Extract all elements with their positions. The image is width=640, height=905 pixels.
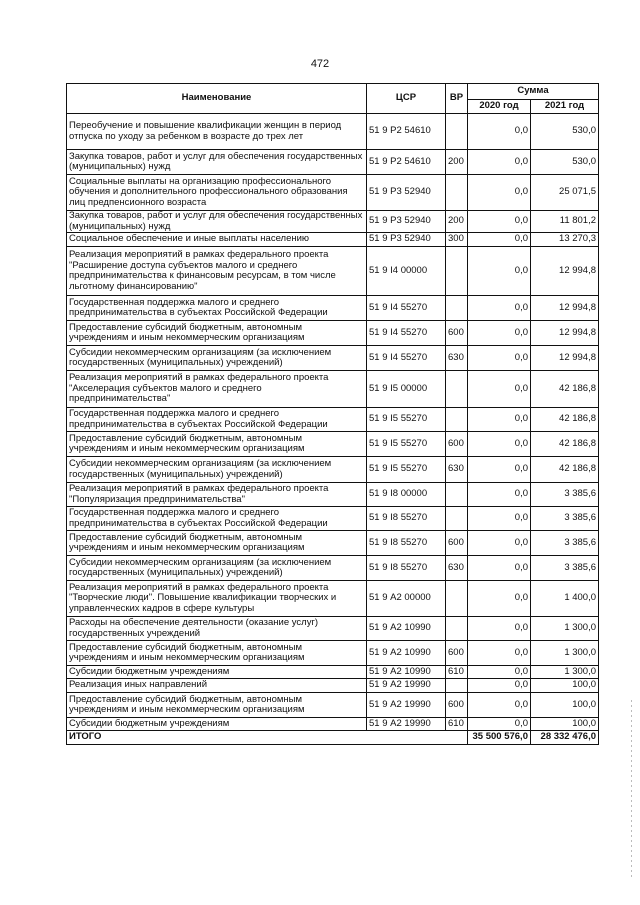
row-2020: 0,0	[468, 693, 531, 718]
row-name: Предоставление субсидий бюджетным, автономным учреждениям и иным некоммерческим организациям	[67, 531, 367, 556]
row-2020: 0,0	[468, 457, 531, 483]
table-row	[67, 211, 599, 233]
row-name: Социальные выплаты на организацию профессионального обучения и дополнительного профессионального образования лиц предпенсионного возраста	[67, 175, 367, 211]
row-csr: 51 9 А2 00000	[367, 581, 446, 617]
row-2021: 3 385,6	[531, 483, 599, 507]
row-2020: 0,0	[468, 247, 531, 296]
row-csr: 51 9 А2 10990	[367, 617, 446, 641]
row-vr	[446, 371, 468, 408]
row-csr: 51 9 I8 55270	[367, 531, 446, 556]
row-vr	[446, 581, 468, 617]
row-name: Субсидии некоммерческим организациям (за исключением государственных (муниципальных) учреждений)	[67, 457, 367, 483]
row-csr: 51 9 I4 55270	[367, 321, 446, 346]
row-name: Реализация мероприятий в рамках федерального проекта "Расширение доступа субъектов малого и среднего предпринимательства к финансовым ресурсам, в том числе льготному финансированию"	[67, 247, 367, 296]
row-csr: 51 9 I8 00000	[367, 483, 446, 507]
row-2021: 25 071,5	[531, 175, 599, 211]
table-row	[67, 150, 599, 175]
row-2020: 0,0	[468, 233, 531, 247]
row-csr: 51 9 А2 10990	[367, 641, 446, 666]
row-vr	[446, 679, 468, 693]
total-2020: 35 500 576,0	[468, 731, 531, 745]
row-2021: 42 186,8	[531, 457, 599, 483]
row-name: Закупка товаров, работ и услуг для обеспечения государственных (муниципальных) нужд	[67, 211, 367, 233]
row-name: Предоставление субсидий бюджетным, автономным учреждениям и иным некоммерческим организациям	[67, 321, 367, 346]
row-2021: 100,0	[531, 718, 599, 731]
header-vr: ВР	[446, 84, 468, 114]
row-2021: 3 385,6	[531, 531, 599, 556]
row-vr	[446, 114, 468, 150]
row-2020: 0,0	[468, 718, 531, 731]
row-vr	[446, 247, 468, 296]
row-vr: 630	[446, 457, 468, 483]
row-2020: 0,0	[468, 346, 531, 371]
budget-table	[66, 83, 599, 745]
row-2020: 0,0	[468, 581, 531, 617]
row-2021: 12 994,8	[531, 346, 599, 371]
row-2021: 42 186,8	[531, 371, 599, 408]
row-name: Предоставление субсидий бюджетным, автономным учреждениям и иным некоммерческим организациям	[67, 693, 367, 718]
row-name: Реализация мероприятий в рамках федерального проекта "Творческие люди". Повышение квалификации творческих и управленческих кадров в сфере культуры	[67, 581, 367, 617]
header-2021: 2021 год	[531, 100, 599, 114]
table-row	[67, 507, 599, 531]
row-2021: 12 994,8	[531, 296, 599, 321]
row-name: Реализация иных направлений	[67, 679, 367, 693]
table-row	[67, 114, 599, 150]
row-csr: 51 9 I8 55270	[367, 507, 446, 531]
row-name: Государственная поддержка малого и среднего предпринимательства в субъектах Российской Федерации	[67, 408, 367, 432]
row-name: Реализация мероприятий в рамках федерального проекта "Акселерация субъектов малого и среднего предпринимательства"	[67, 371, 367, 408]
row-2021: 11 801,2	[531, 211, 599, 233]
header-sum: Сумма	[468, 84, 599, 100]
row-vr	[446, 175, 468, 211]
row-2021: 100,0	[531, 693, 599, 718]
row-name: Государственная поддержка малого и среднего предпринимательства в субъектах Российской Федерации	[67, 296, 367, 321]
row-vr: 600	[446, 531, 468, 556]
row-name: Предоставление субсидий бюджетным, автономным учреждениям и иным некоммерческим организациям	[67, 432, 367, 457]
row-csr: 51 9 Р2 54610	[367, 114, 446, 150]
header-name: Наименование	[67, 84, 367, 114]
table-row	[67, 581, 599, 617]
table-row	[67, 371, 599, 408]
row-csr: 51 9 А2 19990	[367, 679, 446, 693]
page-number: 472	[310, 58, 330, 70]
row-2021: 3 385,6	[531, 556, 599, 581]
table-row	[67, 531, 599, 556]
row-csr: 51 9 I8 55270	[367, 556, 446, 581]
row-vr: 600	[446, 693, 468, 718]
table-row	[67, 718, 599, 731]
row-vr: 630	[446, 556, 468, 581]
row-2021: 530,0	[531, 114, 599, 150]
row-name: Социальное обеспечение и иные выплаты населению	[67, 233, 367, 247]
row-vr: 600	[446, 321, 468, 346]
row-name: Переобучение и повышение квалификации женщин в период отпуска по уходу за ребенком в возрасте до трех лет	[67, 114, 367, 150]
row-2020: 0,0	[468, 296, 531, 321]
row-2021: 1 300,0	[531, 666, 599, 679]
table-row	[67, 296, 599, 321]
row-vr: 300	[446, 233, 468, 247]
row-2020: 0,0	[468, 432, 531, 457]
row-csr: 51 9 А2 19990	[367, 718, 446, 731]
row-2020: 0,0	[468, 175, 531, 211]
row-2021: 530,0	[531, 150, 599, 175]
row-name: Предоставление субсидий бюджетным, автономным учреждениям и иным некоммерческим организациям	[67, 641, 367, 666]
row-vr: 600	[446, 641, 468, 666]
row-2020: 0,0	[468, 483, 531, 507]
row-2020: 0,0	[468, 679, 531, 693]
row-csr: 51 9 А2 19990	[367, 693, 446, 718]
row-2020: 0,0	[468, 617, 531, 641]
row-name: Государственная поддержка малого и среднего предпринимательства в субъектах Российской Федерации	[67, 507, 367, 531]
row-2020: 0,0	[468, 666, 531, 679]
row-vr: 200	[446, 150, 468, 175]
row-2020: 0,0	[468, 408, 531, 432]
scan-margin-mark	[631, 700, 632, 880]
row-name: Субсидии бюджетным учреждениям	[67, 718, 367, 731]
row-vr: 610	[446, 666, 468, 679]
table-row	[67, 247, 599, 296]
table-row	[67, 483, 599, 507]
table-row	[67, 233, 599, 247]
row-2020: 0,0	[468, 211, 531, 233]
table-row	[67, 408, 599, 432]
row-vr: 200	[446, 211, 468, 233]
row-2020: 0,0	[468, 507, 531, 531]
row-2020: 0,0	[468, 641, 531, 666]
row-csr: 51 9 А2 10990	[367, 666, 446, 679]
row-csr: 51 9 Р3 52940	[367, 233, 446, 247]
row-2020: 0,0	[468, 556, 531, 581]
header-2020: 2020 год	[468, 100, 531, 114]
row-name: Субсидии некоммерческим организациям (за исключением государственных (муниципальных) учреждений)	[67, 346, 367, 371]
row-vr	[446, 617, 468, 641]
row-name: Расходы на обеспечение деятельности (оказание услуг) государственных учреждений	[67, 617, 367, 641]
row-2020: 0,0	[468, 321, 531, 346]
row-csr: 51 9 Р2 54610	[367, 150, 446, 175]
table-row	[67, 346, 599, 371]
table-row	[67, 679, 599, 693]
table-row	[67, 432, 599, 457]
row-2021: 12 994,8	[531, 321, 599, 346]
total-row	[67, 731, 599, 745]
row-2021: 1 300,0	[531, 617, 599, 641]
row-csr: 51 9 I4 00000	[367, 247, 446, 296]
row-2021: 3 385,6	[531, 507, 599, 531]
row-name: Реализация мероприятий в рамках федерального проекта "Популяризация предпринимательства"	[67, 483, 367, 507]
row-vr	[446, 296, 468, 321]
table-row	[67, 321, 599, 346]
table-row	[67, 556, 599, 581]
row-csr: 51 9 I4 55270	[367, 346, 446, 371]
row-2021: 100,0	[531, 679, 599, 693]
row-2020: 0,0	[468, 150, 531, 175]
row-name: Субсидии бюджетным учреждениям	[67, 666, 367, 679]
row-vr	[446, 408, 468, 432]
row-2021: 13 270,3	[531, 233, 599, 247]
row-2021: 1 300,0	[531, 641, 599, 666]
row-2020: 0,0	[468, 114, 531, 150]
row-vr: 600	[446, 432, 468, 457]
row-2021: 42 186,8	[531, 432, 599, 457]
row-vr	[446, 507, 468, 531]
row-vr	[446, 483, 468, 507]
row-csr: 51 9 Р3 52940	[367, 175, 446, 211]
table-row	[67, 457, 599, 483]
total-2021: 28 332 476,0	[531, 731, 599, 745]
row-csr: 51 9 I5 55270	[367, 408, 446, 432]
row-2020: 0,0	[468, 371, 531, 408]
row-csr: 51 9 I5 00000	[367, 371, 446, 408]
table-row	[67, 617, 599, 641]
table-row	[67, 175, 599, 211]
row-vr: 630	[446, 346, 468, 371]
table-row	[67, 666, 599, 679]
row-csr: 51 9 I5 55270	[367, 457, 446, 483]
row-vr: 610	[446, 718, 468, 731]
row-2021: 1 400,0	[531, 581, 599, 617]
row-2021: 42 186,8	[531, 408, 599, 432]
header-csr: ЦСР	[367, 84, 446, 114]
row-csr: 51 9 I5 55270	[367, 432, 446, 457]
row-csr: 51 9 Р3 52940	[367, 211, 446, 233]
row-name: Закупка товаров, работ и услуг для обеспечения государственных (муниципальных) нужд	[67, 150, 367, 175]
row-2021: 12 994,8	[531, 247, 599, 296]
table-body	[67, 114, 599, 731]
table-row	[67, 641, 599, 666]
table-row	[67, 693, 599, 718]
row-csr: 51 9 I4 55270	[367, 296, 446, 321]
row-name: Субсидии некоммерческим организациям (за исключением государственных (муниципальных) учреждений)	[67, 556, 367, 581]
total-label: ИТОГО	[67, 731, 468, 745]
row-2020: 0,0	[468, 531, 531, 556]
